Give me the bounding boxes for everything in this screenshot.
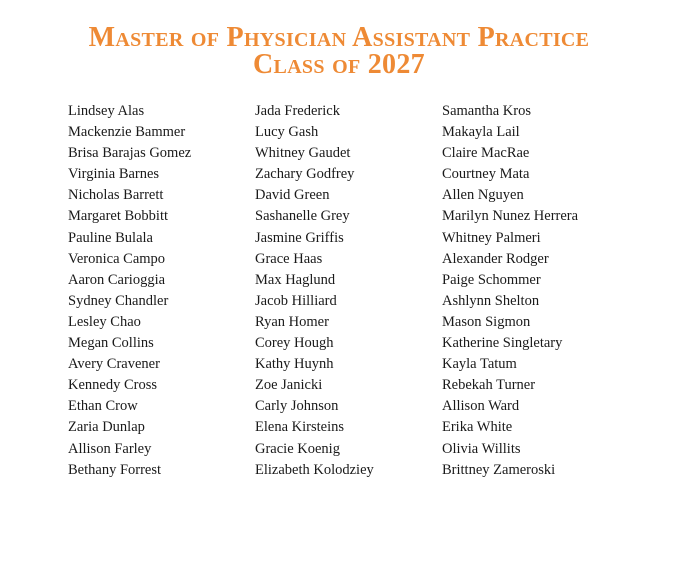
student-name: Brittney Zameroski xyxy=(442,461,556,478)
student-name: Allison Farley xyxy=(68,440,152,457)
student-name: Makayla Lail xyxy=(442,124,520,141)
page-title xyxy=(0,24,678,78)
student-name: Jacob Hilliard xyxy=(255,292,337,309)
student-name: Veronica Campo xyxy=(68,250,166,267)
student-name: Olivia Willits xyxy=(442,440,521,457)
student-name: Grace Haas xyxy=(255,250,323,267)
student-name: Jada Frederick xyxy=(255,103,340,119)
student-name: Kathy Huynh xyxy=(255,356,334,373)
student-name: Elena Kirsteins xyxy=(255,419,344,436)
student-name: Max Haglund xyxy=(255,271,336,288)
student-name: Rebekah Turner xyxy=(442,377,536,394)
student-name: Avery Cravener xyxy=(68,356,160,373)
student-name: Kennedy Cross xyxy=(68,377,158,394)
student-name: Katherine Singletary xyxy=(442,335,563,352)
student-name: Mason Sigmon xyxy=(442,313,531,330)
student-name: Lesley Chao xyxy=(68,313,141,330)
student-name: Sashanelle Grey xyxy=(255,208,350,225)
student-name: Brisa Barajas Gomez xyxy=(68,145,192,162)
name-column-3 xyxy=(442,101,578,481)
student-name: Elizabeth Kolodziey xyxy=(255,461,374,478)
student-name: Samantha Kros xyxy=(442,103,531,119)
name-column-2 xyxy=(255,101,374,481)
student-name: Pauline Bulala xyxy=(68,229,153,246)
student-name: Ashlynn Shelton xyxy=(442,292,540,309)
student-name: Lindsey Alas xyxy=(68,103,145,119)
student-name: Bethany Forrest xyxy=(68,461,162,478)
student-name: Marilyn Nunez Herrera xyxy=(442,208,579,225)
student-name: David Green xyxy=(255,187,330,204)
title-line-class: Class of 2027 xyxy=(253,49,425,80)
student-name: Kayla Tatum xyxy=(442,356,517,373)
student-name: Claire MacRae xyxy=(442,145,530,162)
student-name: Whitney Palmeri xyxy=(442,229,541,246)
student-name: Gracie Koenig xyxy=(255,440,340,457)
student-name: Zaria Dunlap xyxy=(68,419,145,436)
student-name: Allison Ward xyxy=(442,398,520,415)
student-name: Corey Hough xyxy=(255,335,334,352)
student-name: Allen Nguyen xyxy=(442,187,524,204)
student-name: Courtney Mata xyxy=(442,166,530,183)
student-name: Lucy Gash xyxy=(255,124,319,141)
student-name: Nicholas Barrett xyxy=(68,187,164,204)
student-name: Zoe Janicki xyxy=(255,377,323,394)
student-name: Margaret Bobbitt xyxy=(68,208,169,225)
title-line-program: Master of Physician Assistant Practice xyxy=(88,22,590,53)
student-name: Virginia Barnes xyxy=(68,166,160,183)
student-name: Erika White xyxy=(442,419,513,436)
student-name: Carly Johnson xyxy=(255,398,339,415)
student-name: Sydney Chandler xyxy=(68,292,169,309)
student-name: Paige Schommer xyxy=(442,271,541,288)
name-column-1 xyxy=(68,101,191,481)
student-name: Megan Collins xyxy=(68,335,154,352)
student-name: Zachary Godfrey xyxy=(255,166,355,183)
student-name: Ryan Homer xyxy=(255,313,329,330)
student-name: Whitney Gaudet xyxy=(255,145,351,162)
student-name: Alexander Rodger xyxy=(442,250,549,267)
student-name: Mackenzie Bammer xyxy=(68,124,186,141)
student-name: Ethan Crow xyxy=(68,398,138,415)
student-name: Jasmine Griffis xyxy=(255,229,344,246)
student-name: Aaron Carioggia xyxy=(68,271,166,288)
